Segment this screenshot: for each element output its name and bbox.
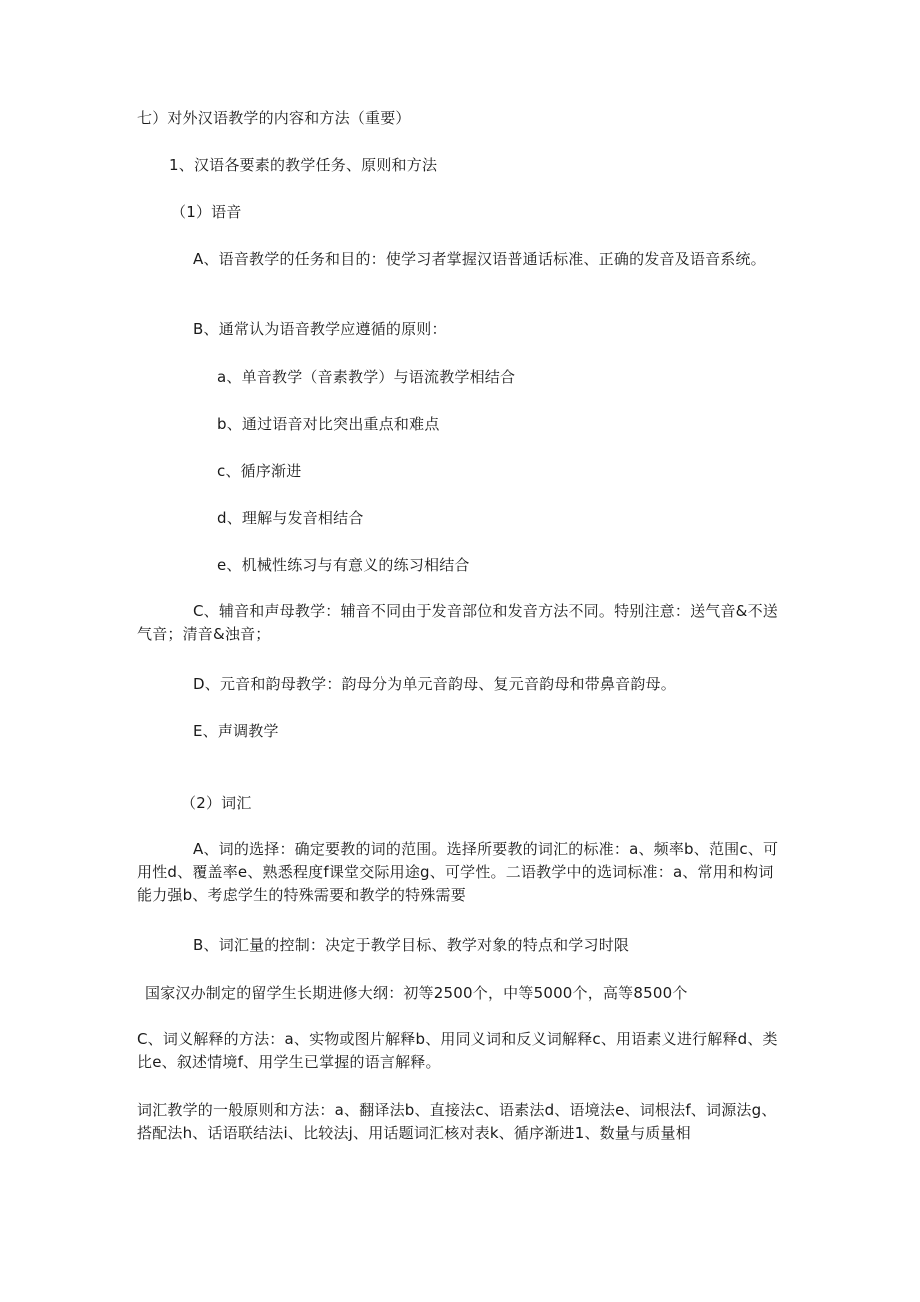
subsection-heading: 1、汉语各要素的教学任务、原则和方法 bbox=[169, 156, 438, 174]
phonetics-principles-intro: B、通常认为语音教学应遵循的原则： bbox=[193, 320, 447, 338]
consonants-paragraph: C、辅音和声母教学：辅音不同由于发音部位和发音方法不同。特别注意：送气音&不送气音；清音&浊音； bbox=[137, 602, 778, 643]
vocabulary-heading: （2）词汇 bbox=[181, 794, 252, 812]
phonetics-task-paragraph: A、语音教学的任务和目的：使学习者掌握汉语普通话标准、正确的发音及语音系统。 bbox=[193, 250, 766, 268]
section-title: 七）对外汉语教学的内容和方法（重要） bbox=[137, 109, 411, 127]
word-selection-paragraph: A、词的选择：确定要教的词的范围。选择所要教的词汇的标准：a、频率b、范围c、可用性d、覆盖率e、熟悉程度f课堂交际用途g、可学性。二语教学中的选词标准：a、常用和构词能力强b、考虑学生的特殊需要和教学的特殊需要 bbox=[137, 840, 779, 904]
principle-item-d: d、理解与发音相结合 bbox=[217, 509, 364, 527]
tones-paragraph: E、声调教学 bbox=[193, 722, 279, 740]
vowels-paragraph: D、元音和韵母教学：韵母分为单元音韵母、复元音韵母和带鼻音韵母。 bbox=[193, 675, 676, 693]
meaning-methods-paragraph: C、词义解释的方法：a、实物或图片解释b、用同义词和反义词解释c、用语素义进行解释d、类比e、叙述情境f、用学生已掌握的语言解释。 bbox=[137, 1030, 778, 1071]
syllabus-paragraph: 国家汉办制定的留学生长期进修大纲：初等2500个，中等5000个，高等8500个 bbox=[145, 984, 688, 1002]
principle-item-a: a、单音教学（音素教学）与语流教学相结合 bbox=[217, 368, 516, 386]
principle-item-e: e、机械性练习与有意义的练习相结合 bbox=[217, 556, 470, 574]
phonetics-heading: （1）语音 bbox=[171, 203, 242, 221]
vocabulary-control-paragraph: B、词汇量的控制：决定于教学目标、教学对象的特点和学习时限 bbox=[193, 936, 630, 954]
principle-item-c: c、循序渐进 bbox=[217, 462, 302, 480]
vocabulary-principles-paragraph: 词汇教学的一般原则和方法：a、翻译法b、直接法c、语素法d、语境法e、词根法f、词源法g、搭配法h、话语联结法i、比较法j、用话题词汇核对表k、循序渐进1、数量与质量相 bbox=[137, 1101, 777, 1142]
principle-item-b: b、通过语音对比突出重点和难点 bbox=[217, 415, 440, 433]
